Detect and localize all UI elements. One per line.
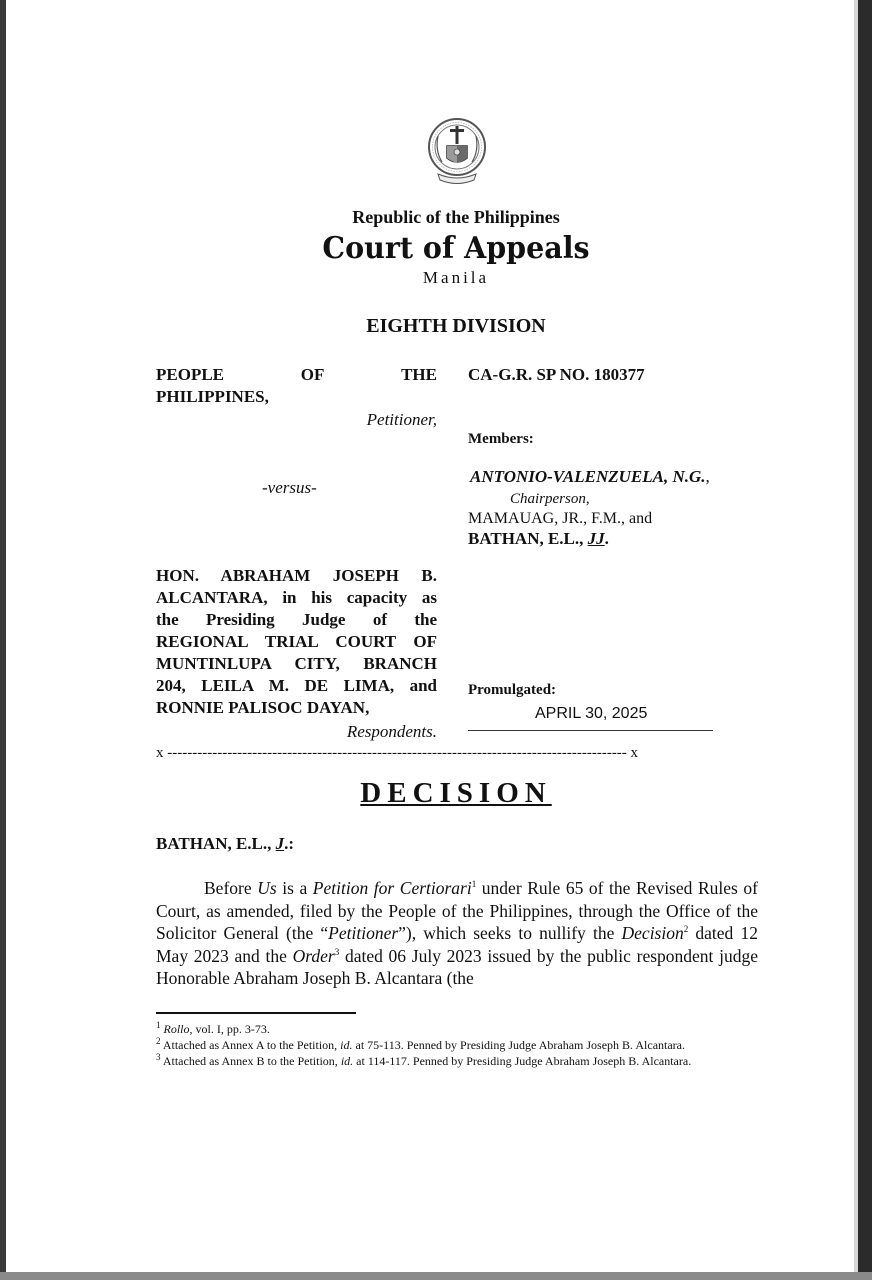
- body-paragraph: [156, 877, 758, 990]
- member1-name: ANTONIO-VALENZUELA, N.G.: [470, 467, 706, 486]
- respondent-line: the Presiding Judge of the: [156, 610, 437, 629]
- chairperson-role: Chairperson,: [510, 491, 590, 507]
- petitioner-word: OF: [300, 365, 325, 384]
- member1-suffix: ,: [705, 467, 710, 486]
- body-text: dated 06 July 2023 issued by the public respondent judge Honorable Abraham Joseph B. Alcantara (the: [156, 945, 758, 988]
- promulgated-underline: [468, 730, 713, 731]
- body-text: ”), which seeks to nullify the: [398, 923, 622, 943]
- decision-title: DECISION: [360, 777, 552, 809]
- viewer-left-edge: [0, 0, 6, 1280]
- ponente-line: [156, 833, 294, 855]
- footnote-ref: 1: [471, 879, 477, 890]
- court-heading: Court of Appeals: [322, 231, 590, 266]
- member3-end: .: [604, 529, 609, 548]
- promulgated-label: Promulgated:: [468, 682, 557, 698]
- member3-jj: JJ: [587, 529, 605, 548]
- footnote: $^2$ Attached as Annex A to the Petition, id. at 75-113. Penned by Presiding Judge Abraham Joseph B. Alcantara.: [156, 1036, 685, 1052]
- viewer-right-edge: [858, 0, 872, 1280]
- member3-line: [468, 528, 609, 550]
- petitioner-role: Petitioner,: [366, 410, 437, 429]
- respondent-line: ALCANTARA, in his capacity as: [156, 588, 437, 607]
- versus-label: -versus-: [262, 478, 317, 497]
- respondent-line: RONNIE PALISOC DAYAN,: [156, 698, 370, 717]
- body-text: is a: [276, 878, 313, 898]
- footnotes: [156, 1021, 758, 1069]
- footnote: $^3$ Attached as Annex B to the Petition, id. at 114-117. Penned by Presiding Judge Abraham Joseph B. Alcantara.: [156, 1052, 692, 1068]
- republic-heading: Republic of the Philippines: [352, 207, 560, 227]
- footnote-ref: 2: [683, 924, 689, 935]
- ponente-name: BATHAN, E.L.,: [156, 834, 276, 853]
- respondents-role: Respondents.: [346, 722, 437, 741]
- viewer-bottom-edge: [0, 1272, 872, 1280]
- petitioner-line1: [156, 364, 437, 386]
- body-text: Before: [204, 878, 258, 898]
- member2-name: MAMAUAG, JR., F.M., and: [468, 510, 653, 527]
- member3-name: BATHAN, E.L.,: [468, 529, 588, 548]
- petitioner-word: THE: [401, 365, 437, 384]
- ponente-end: .:: [284, 834, 295, 853]
- members-label: Members:: [468, 431, 534, 447]
- respondent-line: HON. ABRAHAM JOSEPH B.: [156, 566, 437, 585]
- body-text: Petition for Certiorari: [312, 878, 472, 898]
- body-text: under Rule 65 of the Revised Rules of Court, as amended, filed by the People of the Philippines, through the Office of the Solicitor General (the “: [156, 878, 758, 943]
- caption-divider: x -------------------------------------------------------------------------------------------- x: [156, 745, 639, 761]
- respondent-line: 204, LEILA M. DE LIMA, and: [156, 676, 437, 695]
- petitioner-line2: PHILIPPINES,: [156, 387, 269, 406]
- promulgated-date: APRIL 30, 2025: [535, 705, 648, 722]
- member-chairperson: [470, 466, 710, 488]
- respondent-line: REGIONAL TRIAL COURT OF: [156, 632, 437, 651]
- ponente-j: J: [275, 834, 285, 853]
- footnote-rule: [156, 1012, 356, 1014]
- footnote: $^1$ Rollo, vol. I, pp. 3-73.: [156, 1020, 270, 1036]
- body-text: Us: [257, 878, 277, 898]
- court-seal-icon: [426, 116, 488, 188]
- footnote-ref: 3: [334, 946, 340, 957]
- body-text: dated 12 May 2023 and the: [156, 923, 758, 966]
- division-heading: EIGHTH DIVISION: [366, 315, 546, 337]
- city-heading: Manila: [422, 268, 490, 287]
- body-text: Decision: [621, 923, 684, 943]
- petitioner-word: PEOPLE: [156, 365, 225, 384]
- respondent-line: MUNTINLUPA CITY, BRANCH: [156, 654, 437, 673]
- case-number: CA-G.R. SP NO. 180377: [468, 365, 645, 384]
- body-text: Order: [292, 945, 335, 966]
- body-text: Petitioner: [328, 923, 399, 943]
